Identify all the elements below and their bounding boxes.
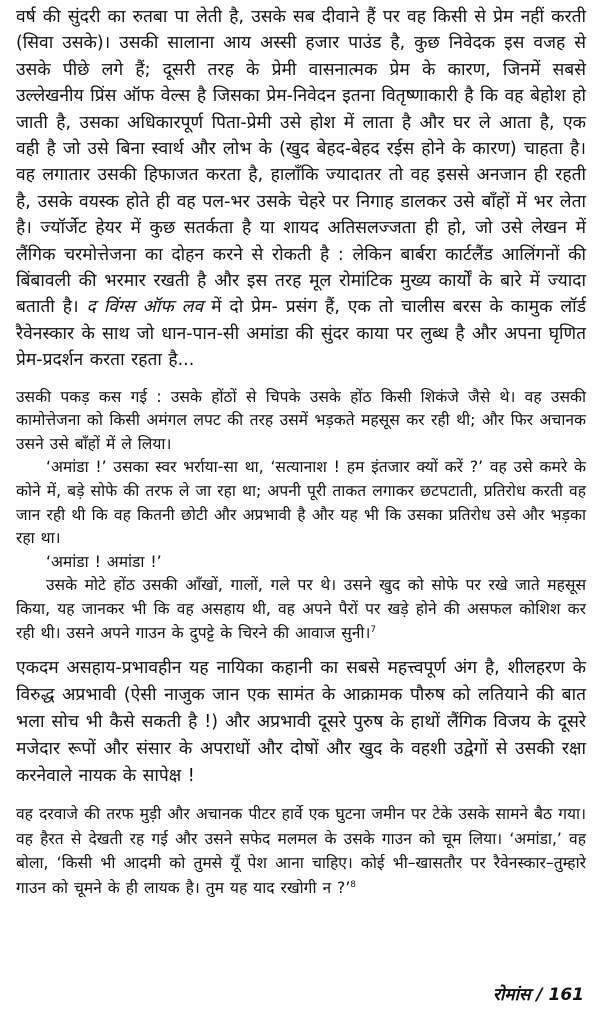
page-footer: रोमांस / 161 bbox=[493, 985, 584, 1005]
block-quote-2 bbox=[16, 802, 586, 900]
body-paragraph-1 bbox=[16, 4, 586, 374]
quote-2-text: वह दरवाजे की तरफ मुड़ी और अचानक पीटर हार्वे एक घुटना जमीन पर टेके उसके सामने बैठ गया। वह हैरत से देखती रह गई और उसने सफेद मलमल के उसके गाउन को चूम लिया। ‘अमांडा,’ वह बोला, ‘किसी भी आदमी को तुमसे यूँ पेश आना चाहिए। कोई भी–खासतौर पर रैवेनस्कार–तुम्हारे गाउन को चूमने के ही लायक है। तुम यह याद रखोगी न ?’ bbox=[16, 805, 586, 897]
footnote-ref-8: 8 bbox=[350, 879, 357, 890]
paragraph-1-text: वर्ष की सुंदरी का रुतबा पा लेती है, उसके सब दीवाने हैं पर वह किसी से प्रेम नहीं करती (सिवा उसके)। उसकी सालाना आय अस्सी हजार पाउंड है, कुछ निवेदक इस वजह से उसके पीछे लगे हैं; दूसरी तरह के प्रेमी वासनात्मक प्रेम के कारण, जिनमें सबसे उल्लेखनीय प्रिंस ऑफ वेल्स है जिसका प्रेम-निवेदन इतना वितृष्णाकारी है कि वह बेहोश हो जाती है, उसका अधिकारपूर्ण पिता-प्रेमी उसे होश में लाता है और घर ले आता है, एक वही है जो उसे बिना स्वार्थ और लोभ के (खुद बेहद-बेहद रईस होने के कारण) चाहता है। वह लगातार उसकी हिफाजत करता है, हालाँकि ज्यादातर तो वह इससे अनजान ही रहती है, उसके वयस्क होते ही वह पल-भर उसके चेहरे पर निगाह डालकर उसे बाँहों में भर लेता है। ज्यॉर्जेट हेयर में कुछ सतर्कता है या शायद अतिसलज्जता ही हो, जो उसे लेखन में लैंगिक चरमोत्तेजना का दोहन करने से रोकती है : लेकिन बार्बरा कार्टलैंड आलिंगनों की बिंबावली की भरमार रखती है और इस तरह मूल रोमांटिक मुख्य कार्यों के बारे में ज्यादा बताती है। bbox=[16, 7, 586, 318]
footnote-ref-7: 7 bbox=[370, 624, 377, 635]
book-title-wings-of-love: द विंग्स ऑफ लव bbox=[86, 297, 204, 318]
quote-1-para-2: ‘अमांडा !’ उसका स्वर भर्राया-सा था, ‘सत्यानाश ! हम इंतजार क्यों करें ?’ वह उसे कमरे के कोने में, बड़े सोफे की तरफ ले जा रहा था; अपनी पूरी ताकत लगाकर छटपटाती, प्रतिरोध करती वह जान रही थी कि वह कितनी छोटी और अप्रभावी है और यह भी कि उसका प्रतिरोध उसे और भड़का रहा था। bbox=[16, 458, 586, 548]
quote-1-para-3: ‘अमांडा ! अमांडा !’ bbox=[46, 552, 162, 571]
quote-1-para-4 bbox=[16, 574, 586, 645]
quote-2-para bbox=[16, 802, 586, 900]
paragraph-1-text-continued: में दो प्रेम- प्रसंग हैं, एक तो चालीस बरस के कामुक लॉर्ड रैवेनस्कार के साथ जो धान-पान-सी अमांडा की सुंदर काया पर लुब्ध है और अपना घृणित प्रेम-प्रदर्शन करता रहता है... bbox=[16, 297, 586, 371]
body-paragraph-2 bbox=[16, 655, 586, 790]
block-quote-1 bbox=[16, 386, 586, 646]
quote-1-para-4-text: उसके मोटे होंठ उसकी आँखों, गालों, गले पर थे। उसने खुद को सोफे पर रखे जाते महसूस किया, यह जानकर भी कि वह असहाय थी, वह अपने पैरों पर खड़े होने की असफल कोशिश कर रही थी। उसने अपने गाउन के दुपट्टे के चिरने की आवाज सुनी। bbox=[16, 576, 586, 642]
paragraph-2-text: एकदम असहाय-प्रभावहीन यह नायिका कहानी का सबसे महत्त्वपूर्ण अंग है, शीलहरण के विरुद्ध अप्रभावी (ऐसी नाजुक जान एक सामंत के आक्रामक पौरुष को लतियाने की बात भला सोच भी कैसे सकती है !) और अप्रभावी दूसरे पुरुष के हाथों लैंगिक विजय के दूसरे मजेदार रूपों और संसार के अपराधों और दोषों और खुद के वहशी उद्वेगों से उसकी रक्षा करनेवाले नायक के सापेक्ष ! bbox=[16, 658, 586, 787]
quote-1-para-1: उसकी पकड़ कस गई : उसके होंठों से चिपके उसके होंठ किसी शिकंजे जैसे थे। वह उसकी कामोत्तेजना को किसी अमंगल लपट की तरह उसमें भड़कते महसूस कर रही थी; और फिर अचानक उसने उसे बाँहों में ले लिया। bbox=[16, 387, 586, 453]
